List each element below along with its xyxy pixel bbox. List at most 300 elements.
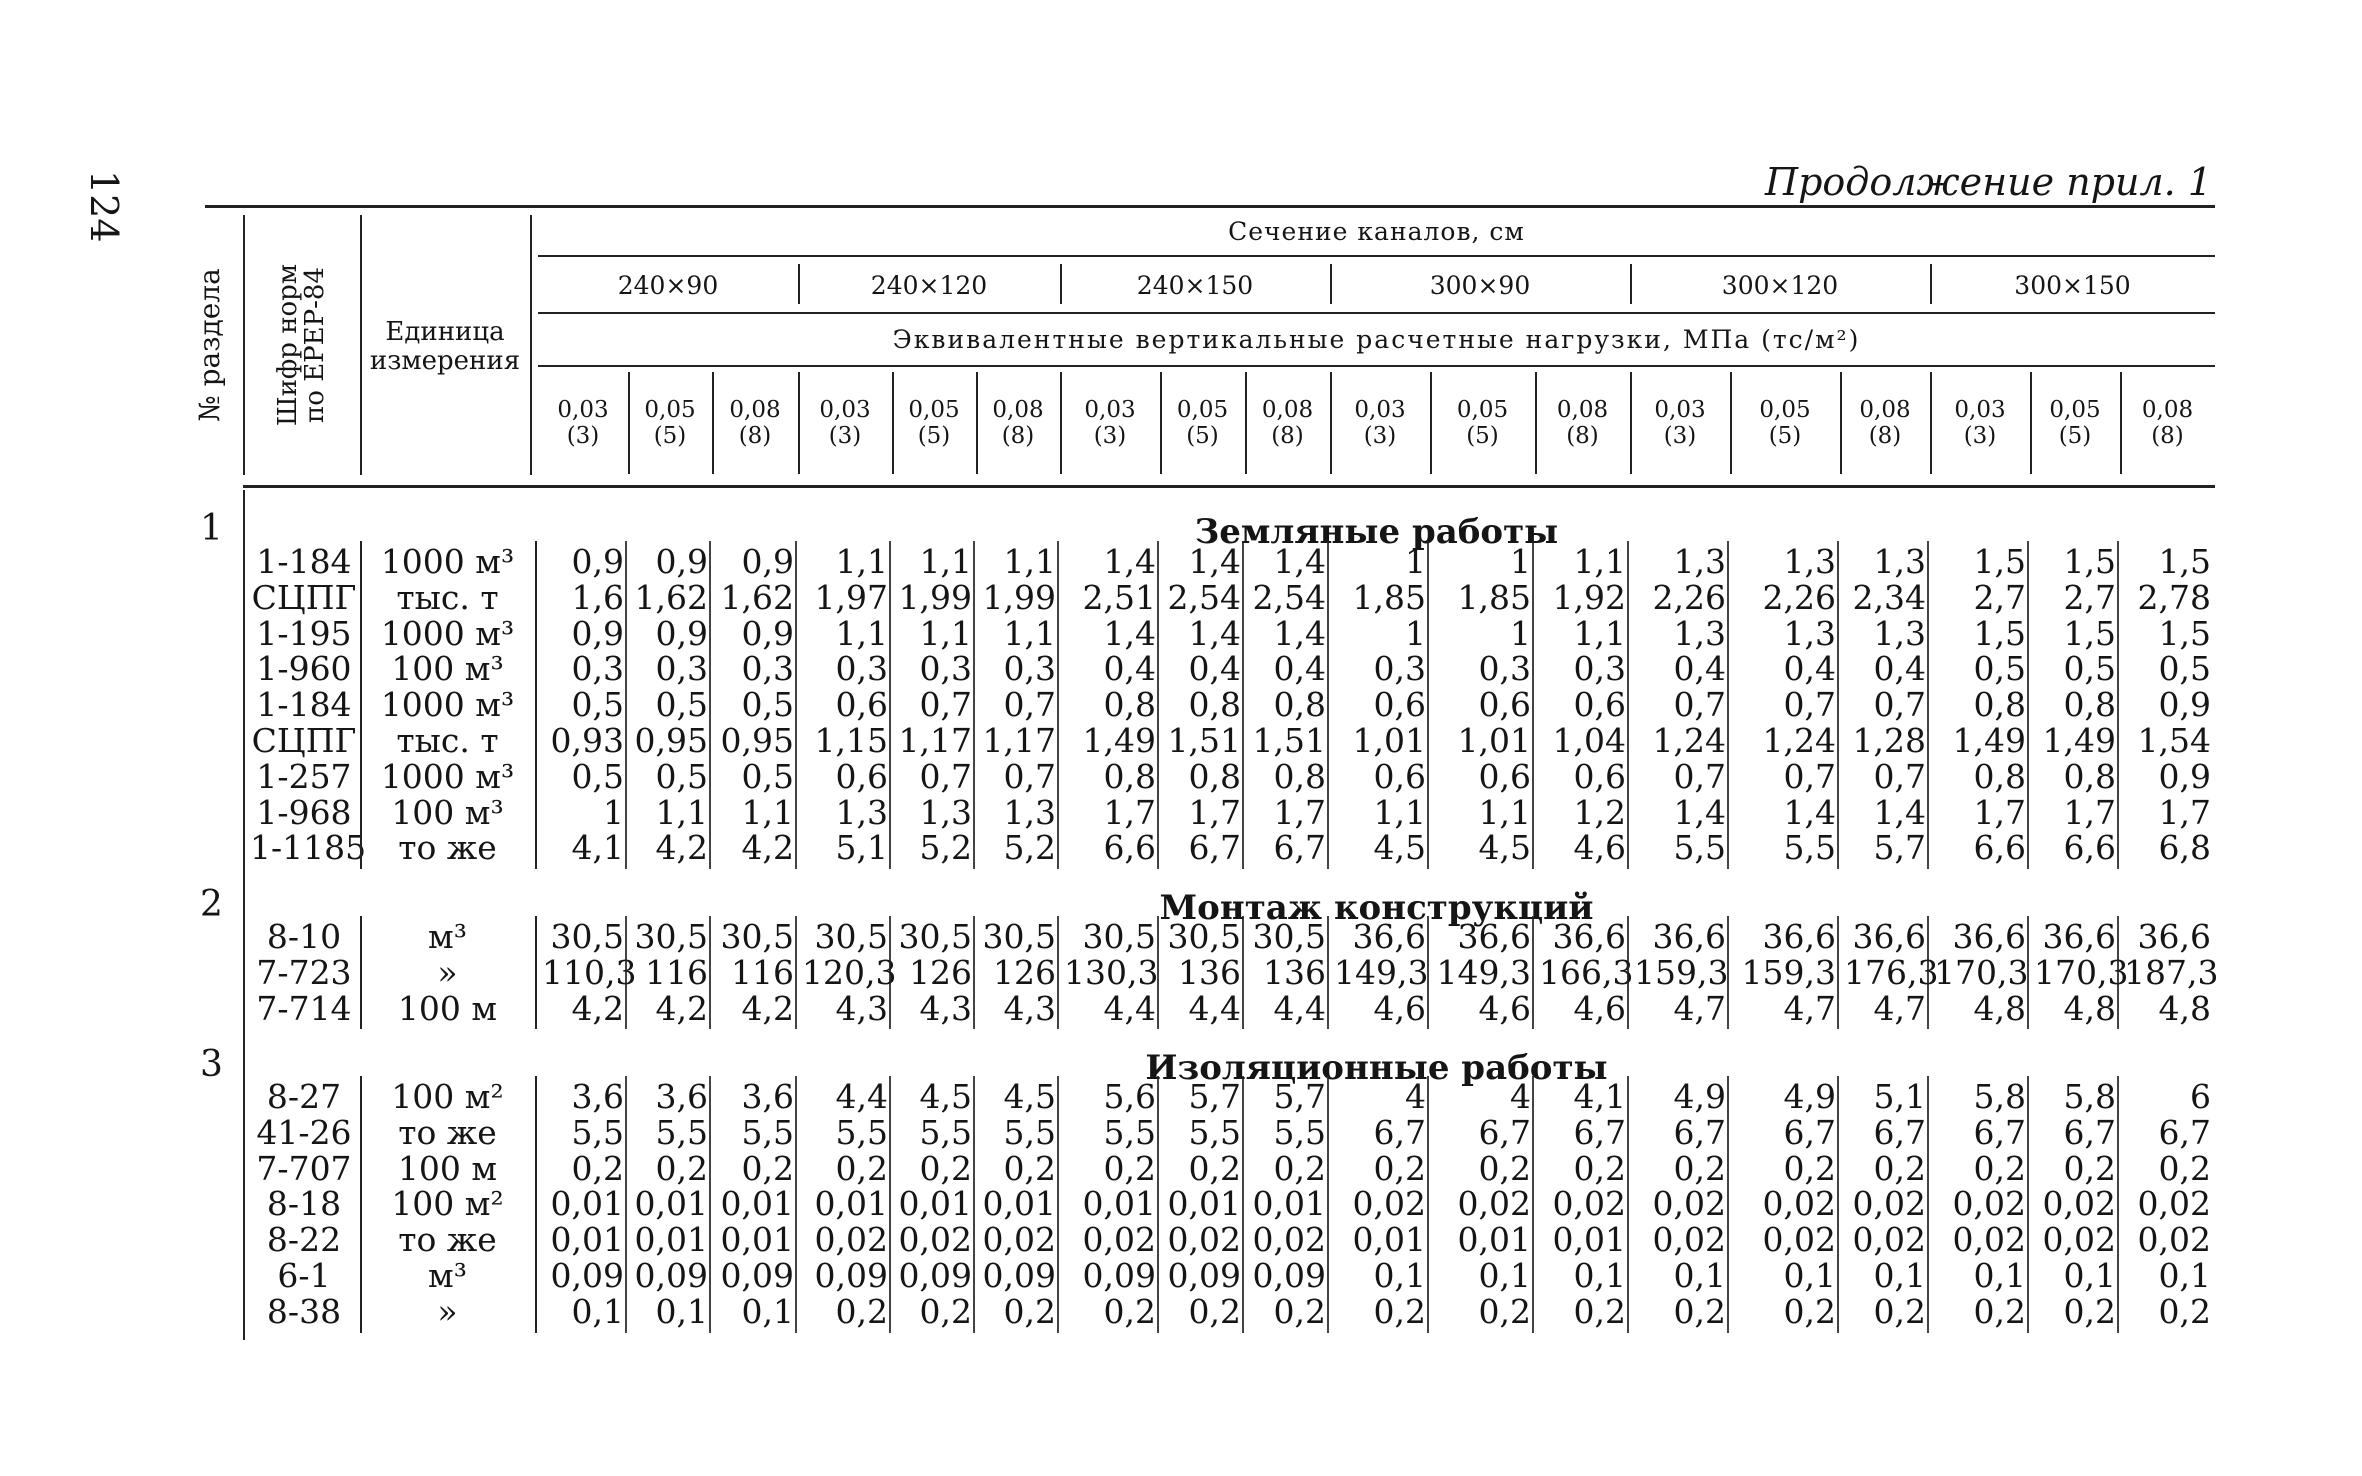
vrule-body-values — [1057, 541, 1059, 869]
table-cell: 0,2 — [655, 1148, 708, 1188]
table-cell: 0,09 — [1082, 1256, 1156, 1295]
table-cell: 0,02 — [814, 1220, 888, 1260]
table-cell: 36,6 — [2137, 917, 2211, 956]
table-cell: 0,9 — [655, 542, 708, 581]
table-cell: 126 — [993, 952, 1056, 992]
table-cell: 4,6 — [1573, 988, 1626, 1028]
table-cell: 2,26 — [1652, 577, 1726, 617]
vrule-body-values — [1427, 1076, 1429, 1333]
table-cell: 36,6 — [1952, 917, 2026, 956]
table-cell: 1,6 — [571, 577, 624, 617]
table-cell: 0,4 — [1783, 649, 1836, 689]
table-cell: 0,4 — [1673, 649, 1726, 689]
load-value-line: (8) — [738, 422, 772, 449]
table-cell: 159,3 — [1741, 952, 1836, 992]
vrule-body-values — [889, 541, 891, 869]
row-unit: 100 м — [397, 988, 498, 1028]
table-cell: 0,4 — [1188, 649, 1241, 689]
table-cell: 0,5 — [2063, 649, 2116, 689]
vrule-body-values — [1627, 541, 1629, 869]
rule-under-groups — [538, 312, 2215, 314]
table-cell: 0,1 — [741, 1291, 794, 1331]
table-cell: 1,99 — [898, 577, 972, 617]
loads-title: Эквивалентные вертикальные расчетные нагрузки, МПа (тс/м²) — [892, 325, 1861, 354]
vrule-body-values — [1927, 1076, 1929, 1333]
table-cell: 1,01 — [1352, 721, 1426, 760]
vrule-body-values — [1532, 541, 1534, 869]
table-cell: 0,3 — [571, 649, 624, 689]
vrule-body-values — [2027, 916, 2029, 1029]
table-cell: 1,1 — [1003, 613, 1056, 653]
row-unit: 100 м³ — [391, 792, 504, 832]
table-cell: 30,5 — [720, 917, 794, 956]
row-unit: м³ — [428, 917, 467, 956]
table-cell: 0,2 — [1673, 1291, 1726, 1331]
load-column-divider — [1245, 372, 1247, 474]
table-cell: 166,3 — [1539, 952, 1634, 992]
channel-group-label: 240×150 — [1136, 271, 1254, 300]
table-cell: 1,4 — [1103, 613, 1156, 653]
vrule-body-values — [1327, 541, 1329, 869]
row-code: СЦПГ — [251, 721, 357, 760]
table-cell: 6,7 — [1673, 1112, 1726, 1152]
load-value-line: (8) — [1001, 422, 1035, 449]
table-cell: 0,1 — [1673, 1256, 1726, 1295]
load-value-line: 0,05 — [2049, 397, 2101, 423]
vrule-body-values — [1242, 916, 1244, 1029]
table-cell: 1,7 — [1188, 792, 1241, 832]
vrule-body-values — [1427, 916, 1429, 1029]
table-cell: 30,5 — [1082, 917, 1156, 956]
table-cell: 0,02 — [1652, 1220, 1726, 1260]
load-value-line: 0,08 — [1556, 397, 1609, 423]
table-cell: 1,24 — [1762, 721, 1836, 760]
table-cell: 0,2 — [1003, 1148, 1056, 1188]
table-cell: 1,1 — [1478, 792, 1531, 832]
table-cell: 5,5 — [655, 1112, 708, 1152]
vrule-body-unit — [360, 916, 362, 1029]
table-cell: 0,02 — [1457, 1184, 1531, 1224]
table-cell: 4,2 — [741, 988, 794, 1028]
vrule-body-values — [973, 916, 975, 1029]
table-cell: 36,6 — [1552, 917, 1626, 956]
load-column-divider — [976, 372, 978, 474]
table-cell: 0,2 — [835, 1148, 888, 1188]
row-unit: то же — [398, 828, 497, 868]
table-cell: 1,1 — [655, 792, 708, 832]
row-code: СЦПГ — [251, 577, 357, 617]
row-unit: » — [437, 952, 458, 992]
vrule-body-values — [2117, 916, 2119, 1029]
vrule-body-values — [1627, 1076, 1629, 1333]
load-value-header — [2120, 398, 2215, 450]
table-cell: 0,7 — [919, 756, 972, 796]
table-cell: 0,2 — [1373, 1148, 1426, 1188]
unit-header-line: Единица — [385, 317, 505, 347]
table-cell: 1,3 — [1873, 613, 1926, 653]
table-cell: 0,1 — [1573, 1256, 1626, 1295]
table-cell: 0,5 — [1973, 649, 2026, 689]
table-cell: 0,02 — [982, 1220, 1056, 1260]
table-cell: 5,5 — [1188, 1112, 1241, 1152]
table-cell: 0,3 — [835, 649, 888, 689]
table-cell: 0,01 — [720, 1184, 794, 1224]
table-cell: 1,7 — [2158, 792, 2211, 832]
header-bottom-rule — [243, 485, 2215, 488]
channel-group-label: 300×90 — [1429, 271, 1531, 300]
row-unit: 100 м³ — [391, 649, 504, 689]
vrule-body-values — [1327, 1076, 1329, 1333]
table-cell: 5,6 — [1103, 1077, 1156, 1116]
table-cell: 116 — [645, 952, 708, 992]
table-cell: 1 — [1405, 542, 1426, 581]
table-cell: 4,4 — [1188, 988, 1241, 1028]
table-cell: 0,8 — [2063, 685, 2116, 725]
load-value-header — [892, 398, 976, 450]
table-cell: 4,4 — [835, 1077, 888, 1116]
table-cell: 1,3 — [919, 792, 972, 832]
table-cell: 3,6 — [571, 1077, 624, 1116]
row-unit: м³ — [428, 1256, 467, 1295]
vrule-body-values — [535, 916, 537, 1029]
vrule-body-values — [1927, 541, 1929, 869]
row-code: 8-22 — [266, 1220, 342, 1260]
table-cell: 5,2 — [1003, 828, 1056, 868]
table-cell: 0,2 — [1973, 1291, 2026, 1331]
table-cell: 130,3 — [1064, 952, 1159, 992]
table-cell: 170,3 — [2034, 952, 2129, 992]
table-cell: 0,1 — [1373, 1256, 1426, 1295]
vrule-code — [243, 215, 245, 475]
load-value-line: (5) — [917, 422, 951, 449]
table-cell: 4,3 — [1003, 988, 1056, 1028]
load-value-line: 0,05 — [908, 397, 960, 423]
table-cell: 0,2 — [1103, 1291, 1156, 1331]
table-cell: 6,7 — [2063, 1112, 2116, 1152]
vrule-body-values — [709, 1076, 711, 1333]
vrule-body-values — [625, 1076, 627, 1333]
table-cell: 0,09 — [982, 1256, 1056, 1295]
table-cell: 4,7 — [1873, 988, 1926, 1028]
table-cell: 0,5 — [741, 685, 794, 725]
table-cell: 1,5 — [1973, 542, 2026, 581]
table-cell: 5,8 — [2063, 1077, 2116, 1116]
table-cell: 0,2 — [1873, 1148, 1926, 1188]
load-value-header — [798, 398, 892, 450]
table-cell: 1,4 — [1273, 613, 1326, 653]
row-code: 8-38 — [266, 1291, 342, 1331]
table-cell: 0,2 — [1273, 1291, 1326, 1331]
table-cell: 36,6 — [1852, 917, 1926, 956]
load-column-divider — [1430, 372, 1432, 474]
load-value-header — [1840, 398, 1930, 450]
table-cell: 4,1 — [571, 828, 624, 868]
table-cell: 30,5 — [1252, 917, 1326, 956]
table-cell: 0,2 — [1873, 1291, 1926, 1331]
table-cell: 0,01 — [1082, 1184, 1156, 1224]
table-cell: 0,01 — [982, 1184, 1056, 1224]
table-cell: 0,3 — [1373, 649, 1426, 689]
table-cell: 5,5 — [1783, 828, 1836, 868]
table-cell: 1 — [1405, 613, 1426, 653]
load-value-line: (8) — [1566, 422, 1599, 449]
table-cell: 6,7 — [1573, 1112, 1626, 1152]
row-code: 1-257 — [256, 756, 352, 796]
table-cell: 6,6 — [1973, 828, 2026, 868]
load-column-divider — [1160, 372, 1162, 474]
table-cell: 0,9 — [741, 613, 794, 653]
table-cell: 4,9 — [1673, 1077, 1726, 1116]
load-value-line: 0,03 — [1084, 397, 1136, 423]
load-column-divider — [1330, 372, 1332, 474]
table-cell: 2,7 — [1973, 577, 2026, 617]
table-cell: 4,7 — [1783, 988, 1836, 1028]
table-cell: 0,2 — [1573, 1148, 1626, 1188]
table-cell: 1,5 — [2158, 613, 2211, 653]
row-code: 7-707 — [256, 1148, 352, 1188]
load-value-line: 0,08 — [992, 397, 1044, 423]
table-cell: 1,1 — [919, 613, 972, 653]
load-value-header — [1430, 398, 1535, 450]
table-cell: 30,5 — [550, 917, 624, 956]
table-cell: 0,02 — [1352, 1184, 1426, 1224]
vrule-body-values — [1837, 916, 1839, 1029]
table-cell: 1,7 — [2063, 792, 2116, 832]
table-cell: 116 — [731, 952, 794, 992]
table-cell: 0,02 — [1952, 1184, 2026, 1224]
vrule-body-values — [709, 916, 711, 1029]
table-cell: 1,92 — [1552, 577, 1626, 617]
table-cell: 6,6 — [1103, 828, 1156, 868]
table-cell: 1,28 — [1852, 721, 1926, 760]
table-cell: 5,5 — [1273, 1112, 1326, 1152]
load-value-line: 0,08 — [729, 397, 781, 423]
load-value-header — [712, 398, 798, 450]
vrule-body-values — [1327, 916, 1329, 1029]
load-column-divider — [2030, 372, 2032, 474]
table-cell: 0,2 — [1188, 1148, 1241, 1188]
table-cell: 0,95 — [634, 721, 708, 760]
load-value-header — [1630, 398, 1730, 450]
load-value-line: (3) — [566, 422, 600, 449]
table-cell: 1,5 — [2063, 542, 2116, 581]
load-column-divider — [628, 372, 630, 474]
load-value-line: 0,08 — [1859, 397, 1911, 423]
table-cell: 4,8 — [1973, 988, 2026, 1028]
table-cell: 1,1 — [919, 542, 972, 581]
vrule-body-values — [795, 541, 797, 869]
table-cell: 1,5 — [2158, 542, 2211, 581]
norm-code-header — [275, 245, 345, 445]
table-cell: 6,7 — [1273, 828, 1326, 868]
table-cell: 6,8 — [2158, 828, 2211, 868]
table-cell: 0,2 — [1573, 1291, 1626, 1331]
row-unit: 100 м² — [391, 1184, 504, 1224]
table-cell: 0,09 — [898, 1256, 972, 1295]
row-code: 1-184 — [256, 685, 352, 725]
table-cell: 0,5 — [655, 685, 708, 725]
table-cell: 5,5 — [835, 1112, 888, 1152]
table-cell: 0,8 — [1973, 685, 2026, 725]
table-cell: 4,8 — [2063, 988, 2116, 1028]
table-cell: 5,5 — [1003, 1112, 1056, 1152]
load-column-divider — [2120, 372, 2122, 474]
table-cell: 0,3 — [741, 649, 794, 689]
table-cell: 0,02 — [1652, 1184, 1726, 1224]
table-cell: 1 — [1510, 613, 1531, 653]
table-cell: 1,1 — [1003, 542, 1056, 581]
table-cell: 5,5 — [1673, 828, 1726, 868]
load-value-header — [1060, 398, 1160, 450]
vrule-body-values — [973, 1076, 975, 1333]
table-cell: 1,3 — [835, 792, 888, 832]
table-cell: 1,4 — [1188, 542, 1241, 581]
table-cell: 6,7 — [1373, 1112, 1426, 1152]
table-cell: 0,01 — [550, 1220, 624, 1260]
table-cell: 4,2 — [655, 988, 708, 1028]
table-cell: 0,1 — [1783, 1256, 1836, 1295]
load-value-header — [1730, 398, 1840, 450]
table-cell: 0,5 — [741, 756, 794, 796]
row-unit: 100 м² — [391, 1077, 504, 1116]
table-cell: 1,4 — [1103, 542, 1156, 581]
page-number: 124 — [82, 170, 126, 243]
table-cell: 0,93 — [550, 721, 624, 760]
load-value-header — [1330, 398, 1430, 450]
table-cell: 2,51 — [1082, 577, 1156, 617]
vrule-body-values — [2027, 541, 2029, 869]
table-cell: 187,3 — [2124, 952, 2219, 992]
section-number-header: № раздела — [193, 268, 226, 422]
table-cell: 0,01 — [814, 1184, 888, 1224]
table-cell: 0,7 — [1783, 756, 1836, 796]
table-cell: 4,9 — [1783, 1077, 1836, 1116]
load-value-line: 0,03 — [819, 397, 871, 423]
norm-code-header-line: по ЕРЕР-84 — [300, 266, 331, 424]
load-value-header — [538, 398, 628, 450]
load-value-line: (5) — [2058, 422, 2092, 449]
table-cell: 120,3 — [802, 952, 897, 992]
table-cell: 0,01 — [720, 1220, 794, 1260]
table-cell: 1,04 — [1552, 721, 1626, 760]
table-cell: 0,2 — [1783, 1148, 1836, 1188]
table-cell: 0,6 — [1573, 756, 1626, 796]
load-value-line: (3) — [1663, 422, 1697, 449]
vrule-body-values — [2117, 541, 2119, 869]
table-cell: 0,6 — [1478, 685, 1531, 725]
table-cell: 0,8 — [1273, 685, 1326, 725]
vrule-body-values — [1837, 1076, 1839, 1333]
vrule-body-values — [535, 1076, 537, 1333]
load-value-line: (8) — [2151, 422, 2184, 449]
table-cell: 4 — [1405, 1077, 1426, 1116]
table-cell: 1,3 — [1783, 613, 1836, 653]
row-code: 8-18 — [266, 1184, 342, 1224]
table-cell: 1,62 — [720, 577, 794, 617]
table-cell: 4,6 — [1478, 988, 1531, 1028]
group-divider — [1930, 264, 1932, 304]
vrule-body-values — [889, 916, 891, 1029]
table-cell: 0,8 — [1103, 756, 1156, 796]
table-cell: 30,5 — [634, 917, 708, 956]
group-divider — [1060, 264, 1062, 304]
table-cell: 1,7 — [1273, 792, 1326, 832]
row-unit: 1000 м³ — [380, 685, 515, 725]
load-value-line: (8) — [1271, 422, 1304, 449]
table-cell: 1,3 — [1783, 542, 1836, 581]
row-unit: то же — [398, 1220, 497, 1260]
table-cell: 2,26 — [1762, 577, 1836, 617]
table-cell: 1,7 — [1103, 792, 1156, 832]
table-cell: 170,3 — [1934, 952, 2029, 992]
row-unit: тыс. т — [396, 721, 499, 760]
table-cell: 6,7 — [1873, 1112, 1926, 1152]
table-cell: 0,01 — [898, 1184, 972, 1224]
row-unit: 1000 м³ — [380, 756, 515, 796]
table-cell: 0,9 — [571, 542, 624, 581]
table-cell: 0,9 — [655, 613, 708, 653]
table-cell: 1,17 — [898, 721, 972, 760]
table-cell: 30,5 — [898, 917, 972, 956]
table-cell: 1,3 — [1673, 542, 1726, 581]
table-cell: 0,2 — [1003, 1291, 1056, 1331]
load-column-divider — [1535, 372, 1537, 474]
vrule-body-values — [795, 916, 797, 1029]
table-cell: 0,6 — [835, 756, 888, 796]
table-cell: 149,3 — [1334, 952, 1429, 992]
table-cell: 5,5 — [741, 1112, 794, 1152]
load-value-header — [628, 398, 712, 450]
table-cell: 4,4 — [1273, 988, 1326, 1028]
table-cell: 5,8 — [1973, 1077, 2026, 1116]
table-cell: 0,5 — [2158, 649, 2211, 689]
table-cell: 1,3 — [1873, 542, 1926, 581]
table-cell: 1,3 — [1003, 792, 1056, 832]
section-number: 3 — [200, 1044, 223, 1085]
table-cell: 0,02 — [1762, 1184, 1836, 1224]
table-cell: 0,6 — [1478, 756, 1531, 796]
table-cell: 0,01 — [634, 1184, 708, 1224]
table-cell: 0,7 — [1003, 685, 1056, 725]
vrule-body-values — [1157, 1076, 1159, 1333]
group-divider — [1330, 264, 1332, 304]
table-cell: 1,2 — [1573, 792, 1626, 832]
row-unit: тыс. т — [396, 577, 499, 617]
table-cell: 0,2 — [919, 1148, 972, 1188]
table-cell: 1,5 — [2063, 613, 2116, 653]
table-cell: 1,4 — [1783, 792, 1836, 832]
table-cell: 0,9 — [571, 613, 624, 653]
table-cell: 149,3 — [1436, 952, 1531, 992]
row-code: 6-1 — [277, 1256, 331, 1295]
load-column-divider — [1060, 372, 1062, 474]
table-cell: 126 — [909, 952, 972, 992]
row-unit: » — [437, 1291, 458, 1331]
table-cell: 0,02 — [898, 1220, 972, 1260]
table-cell: 1,49 — [2042, 721, 2116, 760]
table-cell: 0,6 — [1373, 685, 1426, 725]
table-cell: 36,6 — [1652, 917, 1726, 956]
table-cell: 0,7 — [1873, 756, 1926, 796]
vrule-body-values — [795, 1076, 797, 1333]
table-cell: 0,01 — [1252, 1184, 1326, 1224]
table-cell: 0,6 — [835, 685, 888, 725]
vrule-body-values — [889, 1076, 891, 1333]
vrule-body-values — [2027, 1076, 2029, 1333]
table-cell: 36,6 — [1762, 917, 1836, 956]
table-cell: 1,85 — [1457, 577, 1531, 617]
table-cell: 6,7 — [1973, 1112, 2026, 1152]
